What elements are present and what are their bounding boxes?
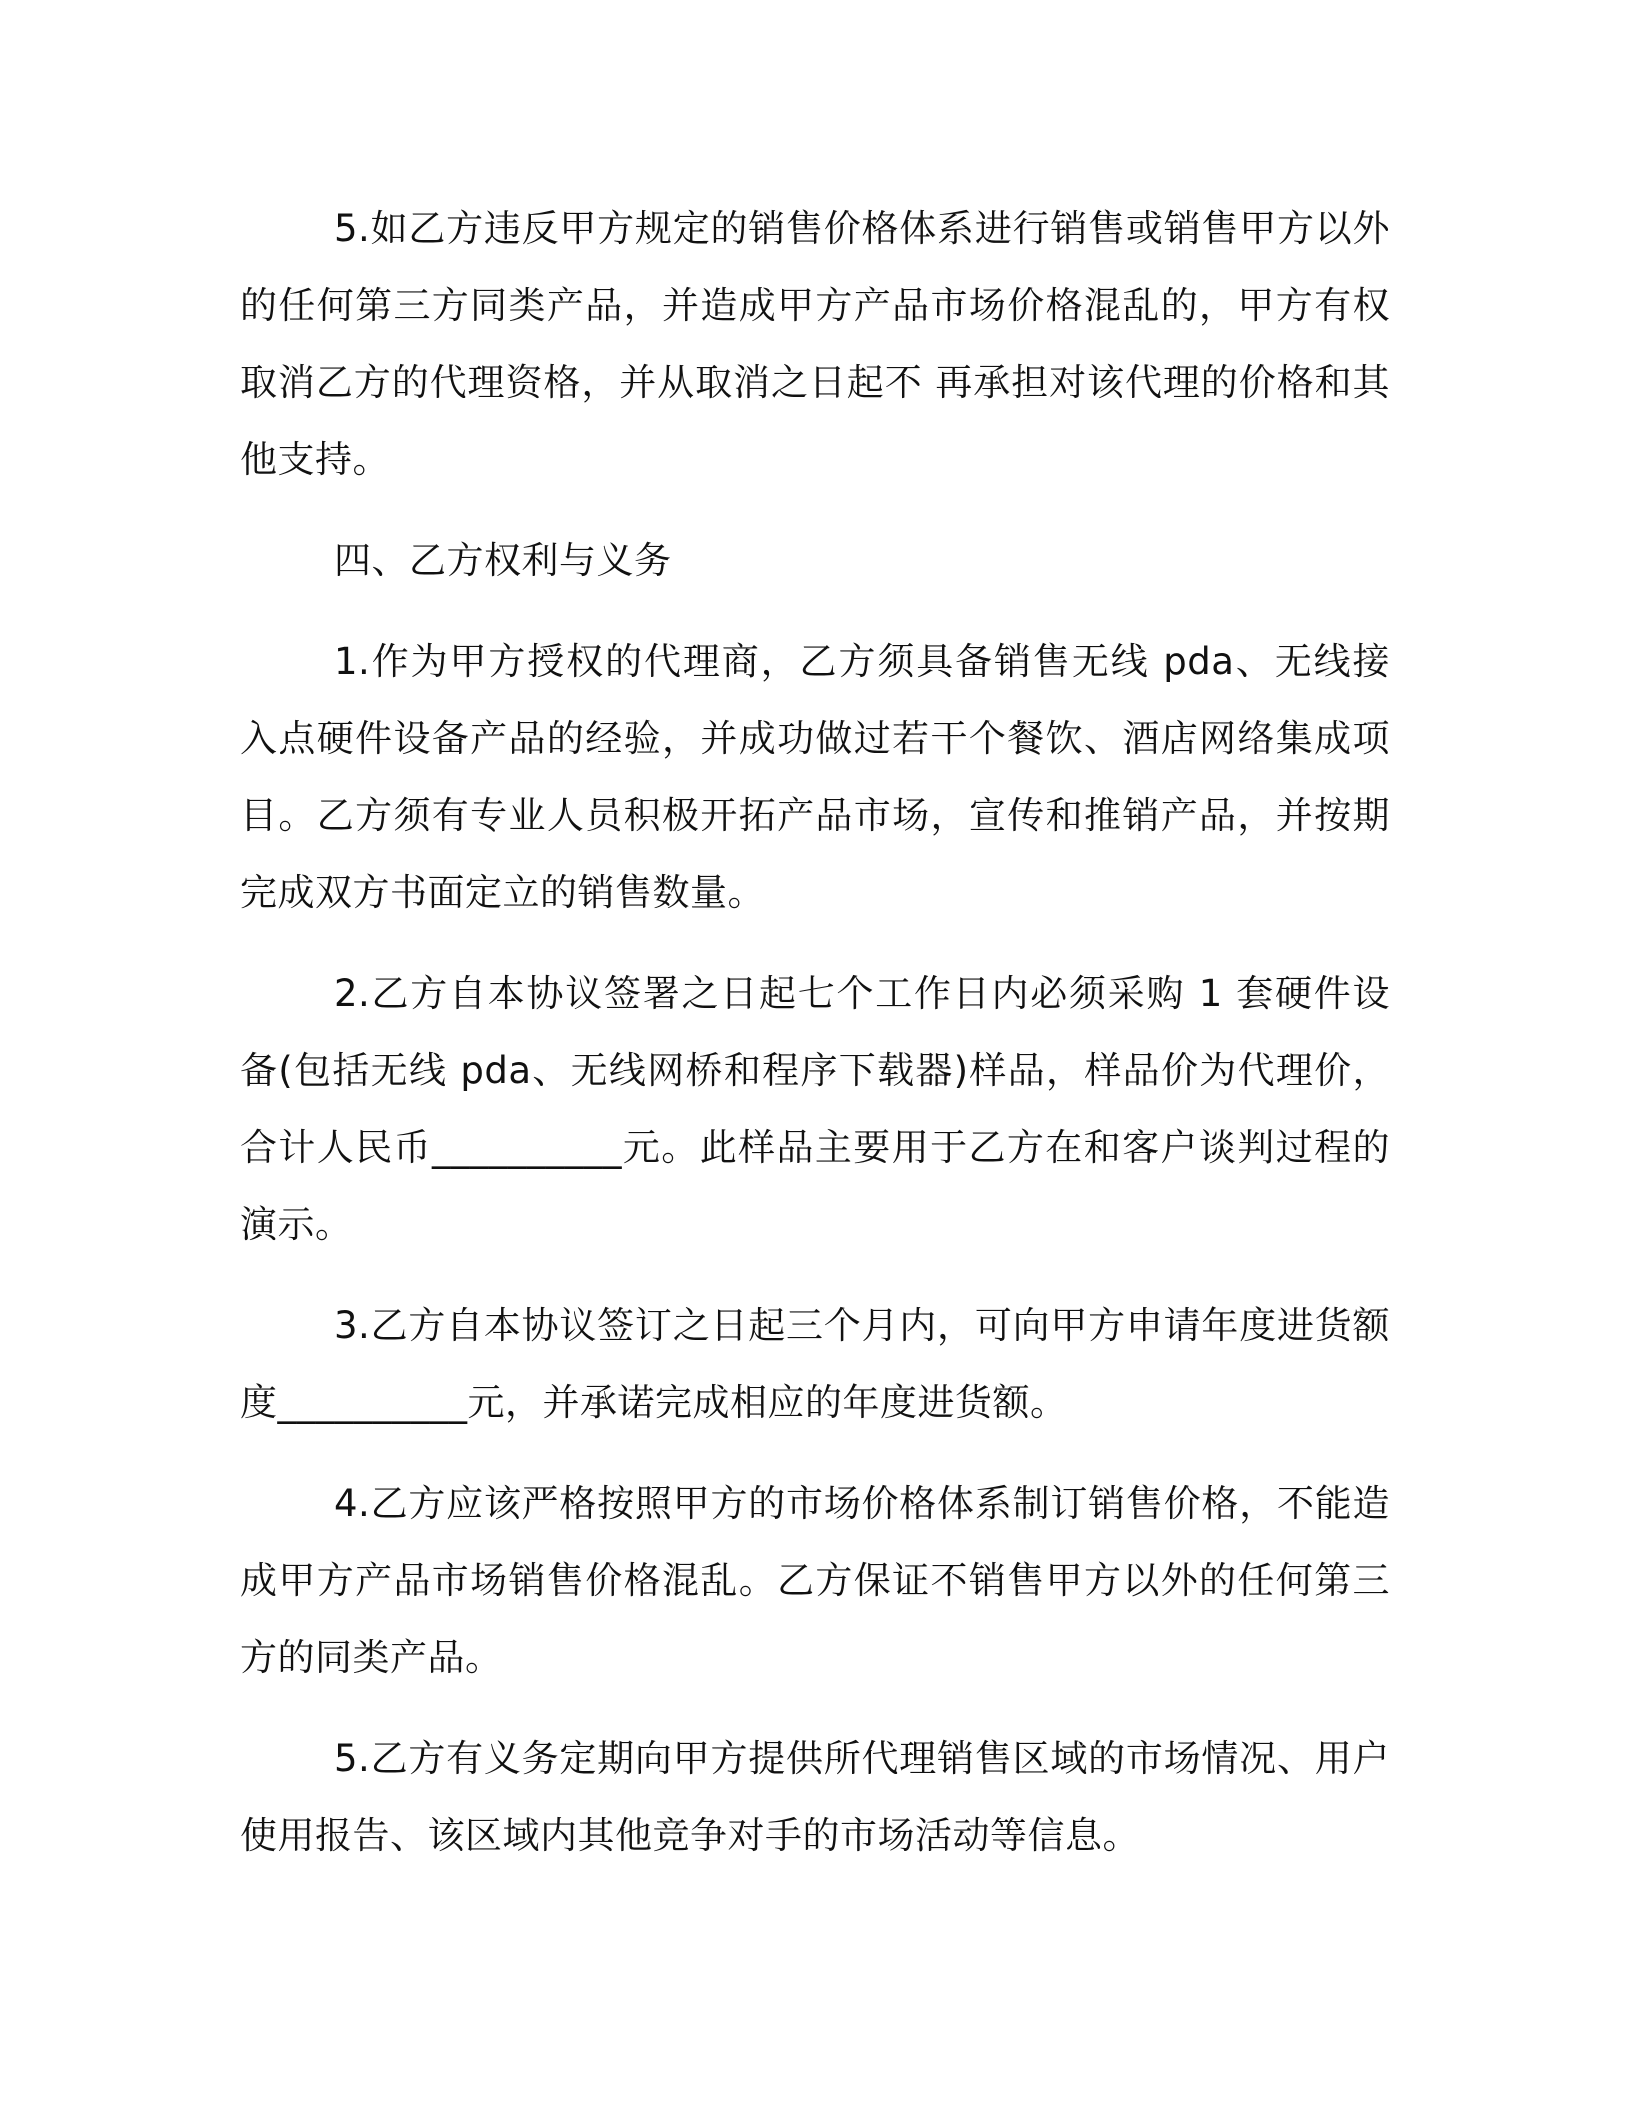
document-body: [240, 190, 1390, 1898]
paragraph-4-5: 5.乙方有义务定期向甲方提供所代理销售区域的市场情况、用户使用报告、该区域内其他竞争对手的市场活动等信息。: [240, 1737, 1390, 1857]
paragraph-3-5: 5.如乙方违反甲方规定的销售价格体系进行销售或销售甲方以外的任何第三方同类产品，并造成甲方产品市场价格混乱的，甲方有权取消乙方的代理资格，并从取消之日起不 再承担对该代理的价格和其他支持。: [240, 207, 1390, 481]
section-heading-4: 四、乙方权利与义务: [334, 539, 672, 582]
paragraph-4-3: 3.乙方自本协议签订之日起三个月内，可向甲方申请年度进货额度__________元，并承诺完成相应的年度进货额。: [240, 1304, 1390, 1424]
paragraph-4-4: 4.乙方应该严格按照甲方的市场价格体系制订销售价格，不能造成甲方产品市场销售价格混乱。乙方保证不销售甲方以外的任何第三方的同类产品。: [240, 1482, 1390, 1679]
paragraph-4-2: 2.乙方自本协议签署之日起七个工作日内必须采购 1 套硬件设备(包括无线 pda、无线网桥和程序下载器)样品，样品价为代理价，合计人民币__________元。此样品主要用于乙方在和客户谈判过程的演示。: [240, 972, 1390, 1246]
paragraph-4-1: 1.作为甲方授权的代理商，乙方须具备销售无线 pda、无线接入点硬件设备产品的经验，并成功做过若干个餐饮、酒店网络集成项目。乙方须有专业人员积极开拓产品市场，宣传和推销产品，并按期完成双方书面定立的销售数量。: [240, 640, 1390, 914]
